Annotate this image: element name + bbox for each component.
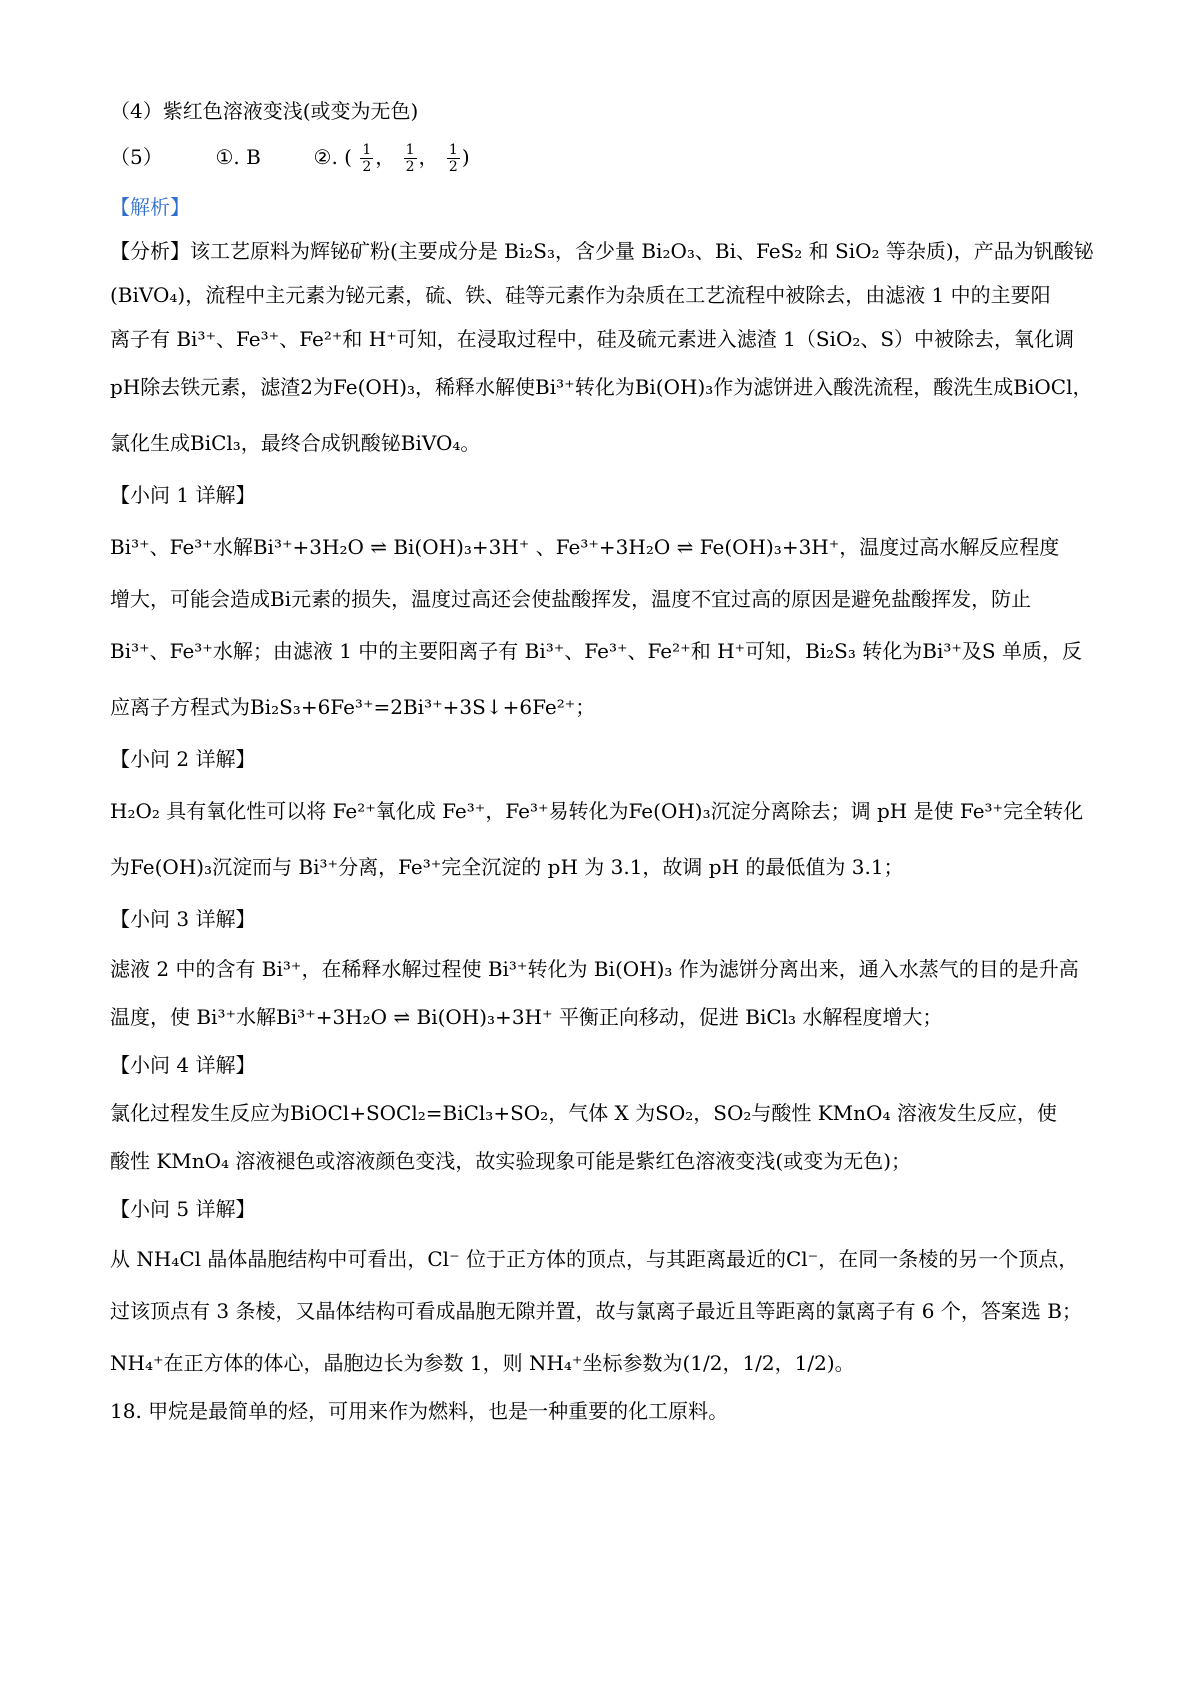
sub5-heading: 【小问 5 详解】 bbox=[110, 1197, 256, 1221]
answer-4: （4）紫红色溶液变浅(或变为无色) bbox=[110, 99, 419, 123]
answer-5-suffix: ) bbox=[461, 145, 470, 169]
sub5-line: 从 NH₄Cl 晶体晶胞结构中可看出，Cl⁻ 位于正方体的顶点，与其距离最近的Cl⁻，在同一条棱的另一个顶点， bbox=[110, 1247, 1079, 1271]
analysis-line: (BiVO₄)，流程中主元素为铋元素，硫、铁、硅等元素作为杂质在工艺流程中被除去，由滤液 1 中的主要阳 bbox=[110, 283, 1051, 307]
sub3-line: 温度，使 Bi³⁺水解Bi³⁺+3H₂O ⇌ Bi(OH)₃+3H⁺ 平衡正向移动，促进 BiCl₃ 水解程度增大； bbox=[110, 1005, 943, 1029]
sub2-heading: 【小问 2 详解】 bbox=[110, 747, 256, 771]
sub1-line: 增大，可能会造成Bi元素的损失，温度过高还会使盐酸挥发，温度不宜过高的原因是避免盐酸挥发，防止 bbox=[110, 587, 1032, 611]
analysis-line: pH除去铁元素，滤渣2为Fe(OH)₃，稀释水解使Bi³⁺转化为Bi(OH)₃作为滤饼进入酸洗流程，酸洗生成BiOCl， bbox=[110, 375, 1093, 399]
sub2-line: H₂O₂ 具有氧化性可以将 Fe²⁺氧化成 Fe³⁺，Fe³⁺易转化为Fe(OH)₃沉淀分离除去；调 pH 是使 Fe³⁺完全转化 bbox=[110, 799, 1084, 823]
sub1-line: 应离子方程式为Bi₂S₃+6Fe³⁺=2Bi³⁺+3S↓+6Fe²⁺； bbox=[110, 695, 596, 719]
answer-5: （5） ①. B ②. ( $\frac{1}{2}$ ， $\frac{1}{2}$ ， $\frac{1}{2}$ ) bbox=[110, 142, 470, 175]
sub3-heading: 【小问 3 详解】 bbox=[110, 907, 256, 931]
sub4-heading: 【小问 4 详解】 bbox=[110, 1053, 256, 1077]
question-18-stem: 18. 甲烷是最简单的烃，可用来作为燃料，也是一种重要的化工原料。 bbox=[110, 1399, 729, 1423]
sub2-line: 为Fe(OH)₃沉淀而与 Bi³⁺分离，Fe³⁺完全沉淀的 pH 为 3.1，故调 pH 的最低值为 3.1； bbox=[110, 855, 904, 879]
answer-5-part1: ①. B bbox=[215, 145, 261, 169]
sub3-line: 滤液 2 中的含有 Bi³⁺，在稀释水解过程使 Bi³⁺转化为 Bi(OH)₃ 作为滤饼分离出来，通入水蒸气的目的是升高 bbox=[110, 957, 1079, 981]
sub4-line: 氯化过程发生反应为BiOCl+SOCl₂=BiCl₃+SO₂，气体 X 为SO₂，SO₂与酸性 KMnO₄ 溶液发生反应，使 bbox=[110, 1101, 1057, 1125]
sub5-line: NH₄⁺在正方体的体心，晶胞边长为参数 1，则 NH₄⁺坐标参数为(1/2，1/2，1/2)。 bbox=[110, 1351, 855, 1375]
fraction-half: $\frac{1}{2}$ bbox=[405, 142, 415, 175]
analysis-line: 离子有 Bi³⁺、Fe³⁺、Fe²⁺和 H⁺可知，在浸取过程中，硅及硫元素进入滤渣 1（SiO₂、S）中被除去，氧化调 bbox=[110, 327, 1075, 351]
answer-5-label: （5） bbox=[110, 145, 163, 169]
fraction-half: $\frac{1}{2}$ bbox=[362, 142, 372, 175]
sub1-line: Bi³⁺、Fe³⁺水解Bi³⁺+3H₂O ⇌ Bi(OH)₃+3H⁺ 、Fe³⁺+3H₂O ⇌ Fe(OH)₃+3H⁺，温度过高水解反应程度 bbox=[110, 535, 1060, 559]
analysis-line: 【分析】该工艺原料为辉铋矿粉(主要成分是 Bi₂S₃，含少量 Bi₂O₃、Bi、FeS₂ 和 SiO₂ 等杂质)，产品为钒酸铋 bbox=[110, 239, 1094, 263]
sub1-line: Bi³⁺、Fe³⁺水解；由滤液 1 中的主要阳离子有 Bi³⁺、Fe³⁺、Fe²⁺和 H⁺可知，Bi₂S₃ 转化为Bi³⁺及S 单质，反 bbox=[110, 639, 1082, 663]
analysis-line: 氯化生成BiCl₃，最终合成钒酸铋BiVO₄。 bbox=[110, 431, 481, 455]
jiexi-label: 【解析】 bbox=[110, 195, 190, 219]
sub1-heading: 【小问 1 详解】 bbox=[110, 483, 256, 507]
sub5-line: 过该顶点有 3 条棱，又晶体结构可看成晶胞无隙并置，故与氯离子最近且等距离的氯离子有 6 个，答案选 B； bbox=[110, 1299, 1082, 1323]
answer-5-part2-prefix: ②. ( bbox=[313, 145, 352, 169]
fraction-half: $\frac{1}{2}$ bbox=[448, 142, 458, 175]
sub4-line: 酸性 KMnO₄ 溶液褪色或溶液颜色变浅，故实验现象可能是紫红色溶液变浅(或变为无色)； bbox=[110, 1149, 912, 1173]
